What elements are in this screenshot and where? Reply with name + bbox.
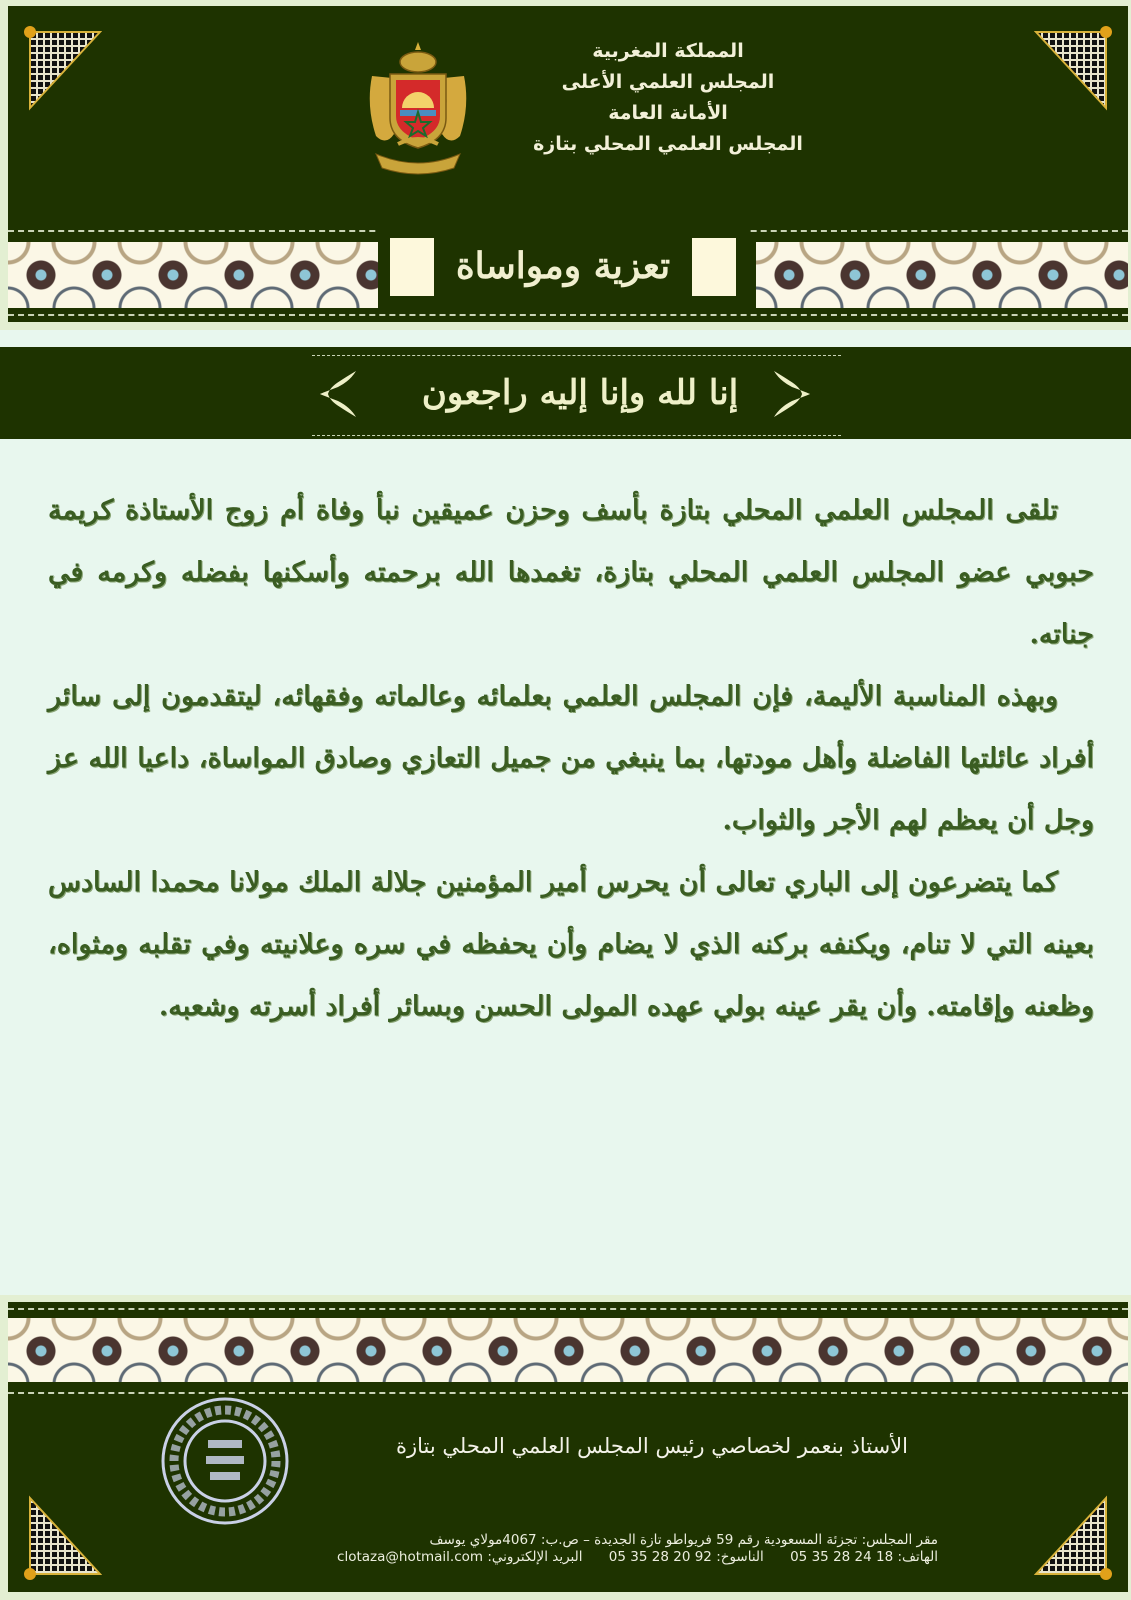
flourish-ornament-icon [318,369,360,419]
kingdom-title: المملكة المغربية [592,40,744,62]
phone-text: الهاتف: 18 24 28 35 05 [790,1549,938,1565]
contact-info [315,1532,938,1566]
header-titles [518,36,818,160]
cream-panel-right [692,238,736,296]
dashed-divider [8,1308,1128,1310]
cream-panel-left [390,238,434,296]
footer [8,1302,1128,1592]
signature-line: الأستاذ بنعمر لخصاصي رئيس المجلس العلمي المحلي بتازة [396,1434,908,1458]
verse-text: إنا لله وإنا إليه راجعون [421,373,739,413]
official-seal-stamp-icon [158,1394,293,1529]
corner-lattice-icon [1034,1494,1114,1582]
address-text: مقر المجلس: تجزئة المسعودية رقم 59 فريواطو تازة الجديدة – ص.ب: 4067مولاي يوسف [429,1532,938,1548]
general-secretariat-title: الأمانة العامة [608,102,728,124]
fax-text: الناسوخ: 92 20 28 35 05 [608,1549,764,1565]
dashed-divider [312,435,841,436]
arabesque-band-left [8,242,378,308]
supreme-council-title: المجلس العلمي الأعلى [561,71,775,93]
flourish-ornament-icon [770,369,812,419]
corner-lattice-icon [22,24,102,112]
dashed-divider [8,314,1128,316]
corner-lattice-icon [1034,24,1114,112]
paragraph-1: تلقى المجلس العلمي المحلي بتازة بأسف وحزن عميقين نبأ وفاة أم زوج الأستاذة كريمة حبوبي عضو المجلس العلمي المحلي بتازة، تغمدها الله برحمته وأسكنها بفضله وكرمه في جناته. [48,495,1094,650]
email-text[interactable]: البريد الإلكتروني: clotaza@hotmail.com [337,1549,583,1565]
condolence-message [48,480,1094,1038]
paragraph-3: كما يتضرعون إلى الباري تعالى أن يحرس أمير المؤمنين جلالة الملك مولانا محمدا السادس بعينه التي لا تنام، ويكنفه بركنه الذي لا يضام وأن يحفظه في سره وعلانيته وفي تقلبه ومثواه، وظعنه وإقامته. وأن يقر عينه بولي عهده المولى الحسن وبسائر أفراد أسرته وشعبه. [48,867,1094,1022]
banner-title: تعزية ومواساة [455,245,671,287]
paragraph-2: وبهذه المناسبة الأليمة، فإن المجلس العلمي بعلمائه وعالماته وفقهائه، ليتقدمون إلى سائر أفراد عائلتها الفاضلة وأهل مودتها، بما ينبغي من جميل التعازي وصادق المواساة، داعيا الله عز وجل أن يعظم لهم الأجر والثواب. [48,681,1094,836]
corner-lattice-icon [22,1494,102,1582]
local-council-title: المجلس العلمي المحلي بتازة [533,133,803,155]
moroccan-coat-of-arms-icon [358,36,478,186]
arabesque-band-footer [8,1318,1128,1382]
arabesque-band-right [756,242,1128,308]
banner-title-box [378,228,748,304]
verse-band [0,347,1131,439]
